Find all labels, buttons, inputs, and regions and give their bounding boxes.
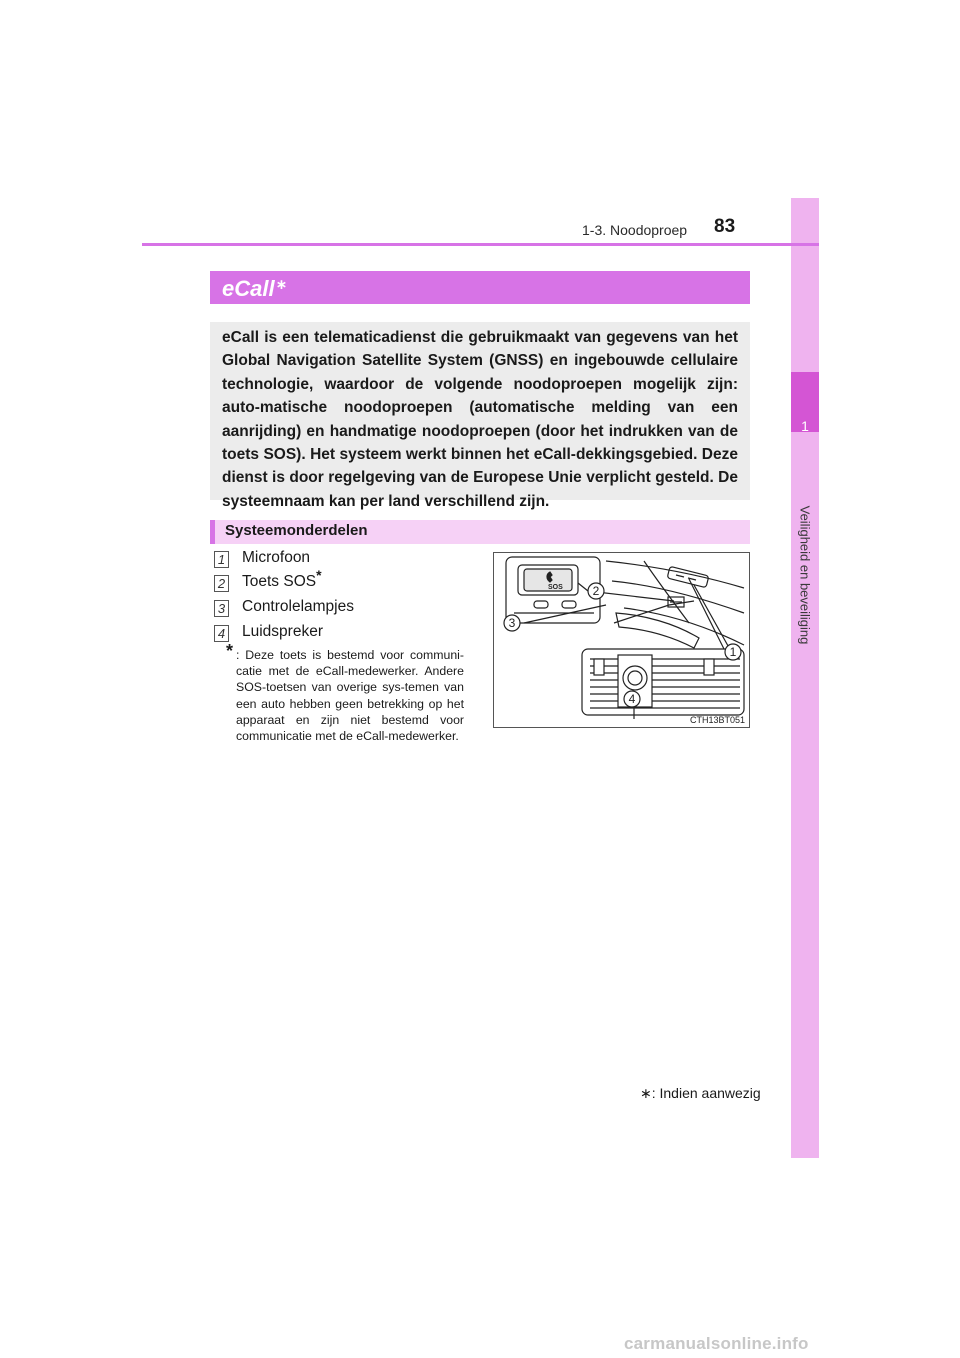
item-label-text: Toets SOS xyxy=(242,573,317,590)
running-head: 1-3. Noodoproep xyxy=(582,222,688,238)
item-number-box: 4 xyxy=(214,625,229,642)
title-asterisk: ∗ xyxy=(275,276,288,292)
list-item xyxy=(214,622,484,646)
component-illustration xyxy=(493,552,750,728)
callout-number: 3 xyxy=(508,616,516,630)
item-asterisk: * xyxy=(316,566,322,583)
list-item xyxy=(214,548,484,572)
intro-text: eCall is een telematicadienst die gebruikmaakt van gegevens van het Global Navigation Satellite System (GNSS) en ingebouwde cellulaire technologie, waardoor de volgende noodoproepen mogelijk zijn: auto-matische noodoproepen (automatische melding van een aanrijding) en handmatige noodoproepen (door het indrukken van de toets SOS). Het systeem werkt binnen het eCall-dekkingsgebied. Deze dienst is door regelgeving van de Europese Unie verplicht gesteld. De systeemnaam kan per land verschillend zijn. xyxy=(222,329,738,510)
microphone-hole xyxy=(594,659,604,675)
item-label-text: Controlelampjes xyxy=(242,598,354,615)
callout-number: 4 xyxy=(628,692,636,706)
item-number-box: 2 xyxy=(214,575,229,592)
side-chapter-number: 1 xyxy=(801,418,809,434)
page-number: 83 xyxy=(714,216,736,237)
illustration-drawing xyxy=(494,553,749,727)
footnote-asterisk: * xyxy=(226,641,234,661)
page-footnote: ∗: Indien aanwezig xyxy=(640,1085,761,1101)
intro-box xyxy=(210,322,750,510)
side-chapter-tab xyxy=(791,198,819,1158)
callout-number: 2 xyxy=(592,584,600,598)
item-label xyxy=(242,549,310,567)
callout-leader xyxy=(689,579,724,649)
callout-number: 1 xyxy=(729,645,737,659)
item-label xyxy=(242,623,323,641)
footnote-text: : Deze toets is bestemd voor communi-catie met de eCall-medewerker. Andere SOS-toetsen van overige sys-temen van een auto hebben geen betrekking op het apparaat en zijn niet bestemd voor communicatie met de eCall-medewerker. xyxy=(236,648,464,744)
section-header xyxy=(210,520,750,544)
lights-detail xyxy=(676,575,684,577)
speaker-grille xyxy=(590,659,740,708)
figure-code: CTH13BT051 xyxy=(689,715,745,725)
page-title xyxy=(222,276,287,302)
section-title: Systeemonderdelen xyxy=(225,522,368,539)
item-number-box: 1 xyxy=(214,551,229,568)
indicator-lamp xyxy=(562,601,576,608)
console-edge xyxy=(644,561,689,623)
item-label-text: Microfoon xyxy=(242,549,311,566)
list-item xyxy=(214,566,484,596)
item-label xyxy=(242,566,322,591)
item-label xyxy=(242,598,354,616)
header-rule xyxy=(142,243,819,246)
title-bar xyxy=(210,271,750,304)
microphone-hole xyxy=(704,659,714,675)
item-label-text: Luidspreker xyxy=(242,623,323,640)
indicator-lamp xyxy=(534,601,548,608)
callout-leader xyxy=(578,583,588,591)
sos-text: SOS xyxy=(548,584,563,591)
item-number-box: 3 xyxy=(214,600,229,617)
console-edge xyxy=(606,561,744,588)
callout-leader xyxy=(694,585,732,653)
page-title-text: eCall xyxy=(222,276,275,301)
list-item xyxy=(214,597,484,621)
watermark: carmanualsonline.info xyxy=(624,1334,809,1353)
side-chapter-label: Veiligheid en beveiliging xyxy=(797,505,813,645)
